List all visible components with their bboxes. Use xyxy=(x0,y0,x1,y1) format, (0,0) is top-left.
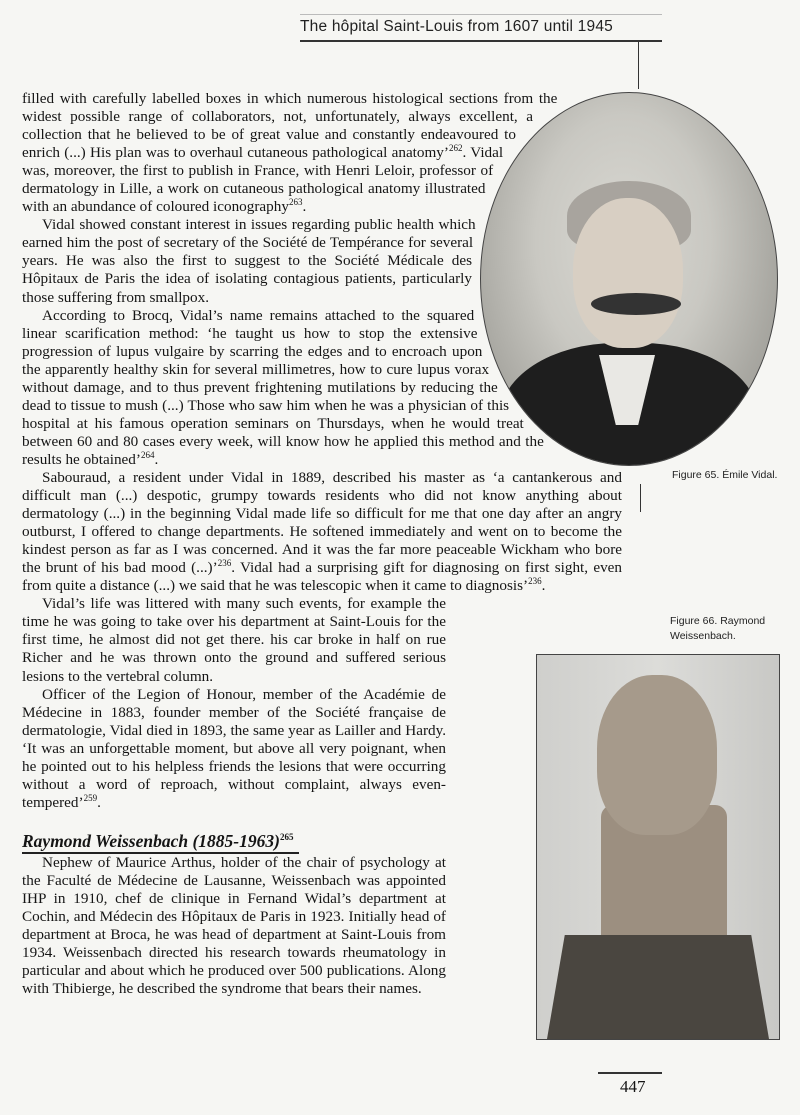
footer-rule xyxy=(598,1072,662,1074)
figure-65-caption: Figure 65. Émile Vidal. xyxy=(672,469,778,481)
paragraph-6: Officer of the Legion of Honour, member of the Académie de Médecine in 1883, founder member of the Société française de dermatologie, Vidal died in 1893, the same year as Lailler and Hardy. ‘It was an unforgettable moment, but above all very poignant, when he pointed out to his helpless friends the lesions that were occurring without a word of reproach, without complaint, always even-tempered’$^{259}$. xyxy=(22,685,446,811)
header-rule xyxy=(300,40,662,42)
paragraph-3: According to Brocq, Vidal’s name remains attached to the squared linear scarification method: ‘he taught us how to stop the extensive progression of lupus vulgaire by scarring the edges and to encroach upon the apparently healthy skin for several millimetres, how to cure lupus vorax without damage, and to thus prevent frightening mutilations by reducing the dead to tissue to mush (...) Those who saw him when he was a physician of this hospital at his famous operation seminars on Thursdays, when he would treat between 60 and 80 cases every week, will know how he applied this method and the results he obtained’$^{264}$. xyxy=(22,306,544,468)
header-rule-top xyxy=(300,14,662,15)
margin-rule xyxy=(640,484,641,512)
page-number: 447 xyxy=(620,1077,646,1096)
paragraph-2: Vidal showed constant interest in issues regarding public health which earned him the post of secretary of the Société de Tempérance for several years. He was also the first to suggest to the Société Médicale des Hôpitaux de Paris the idea of isolating contagious patients, particularly those suffering from smallpox. xyxy=(22,216,476,306)
paragraph-1: filled with carefully labelled boxes in which numerous histological sections from the widest possible range of collaborators, not, unfortunately, always excellent, a collection that he believed to be of great value and constantly endeavoured to enrich (...) His plan was to overhaul cutaneous pathological anatomy’$^{262}$. Vidal was, moreover, the first to publish in France, with Henri Leloir, professor of dermatology in Lille, a work on cutaneous pathological anatomy illustrated with an abundance of coloured iconography$^{263}$. xyxy=(22,90,558,216)
figure-66-caption: Figure 66. Raymond Weissenbach. xyxy=(670,615,766,642)
running-header-title: The hôpital Saint-Louis from 1607 until 1945 xyxy=(300,18,613,35)
section-heading: Raymond Weissenbach (1885-1963)$^{265}$ xyxy=(22,832,299,854)
paragraph-4: Sabouraud, a resident under Vidal in 1889, described his master as ‘a cantankerous and difficult man (...) despotic, grumpy towards residents who did not know anything about dermatology (...) in the beginning Vidal made life so difficult for me that one day after an angry outburst, I offered to change departments. He softened immediately and went on to become the kindest person as far as I was concerned. And it was the far more peaceable Wickham who bore the brunt of his bad mood (...)’$^{236}$. Vidal had a surprising gift for diagnosing on first sight, even from quite a distance (...) we said that he was telescopic when it came to diagnosis’$^{236}$. xyxy=(22,468,622,595)
section-paragraph-1: Nephew of Maurice Arthus, holder of the chair of psychology at the Faculté de Médecine de Lausanne, Weissenbach was appointed IHP in 1910, chef de clinique in Fernand Widal’s department at Cochin, and Médecin des Hôpitaux de Paris in 1923. Initially head of department at Broca, he was head of department at Saint-Louis from 1934. Weissenbach directed his research towards rheumatology in particular and about which he produced over 500 publications. Along with Thibierge, he described the syndrome that bears their names. xyxy=(22,853,446,998)
header-vertical-rule xyxy=(638,41,639,89)
paragraph-5: Vidal’s life was littered with many such events, for example the time he was going to take over his department at Saint-Louis for the first time, he almost did not get there. his car broke in half on rue Richer and he was thrown onto the ground and suffered serious lesions to the vertebral column. xyxy=(22,595,446,685)
main-text-column xyxy=(22,90,622,1025)
text-wrap-spacer-2 xyxy=(446,595,622,1025)
